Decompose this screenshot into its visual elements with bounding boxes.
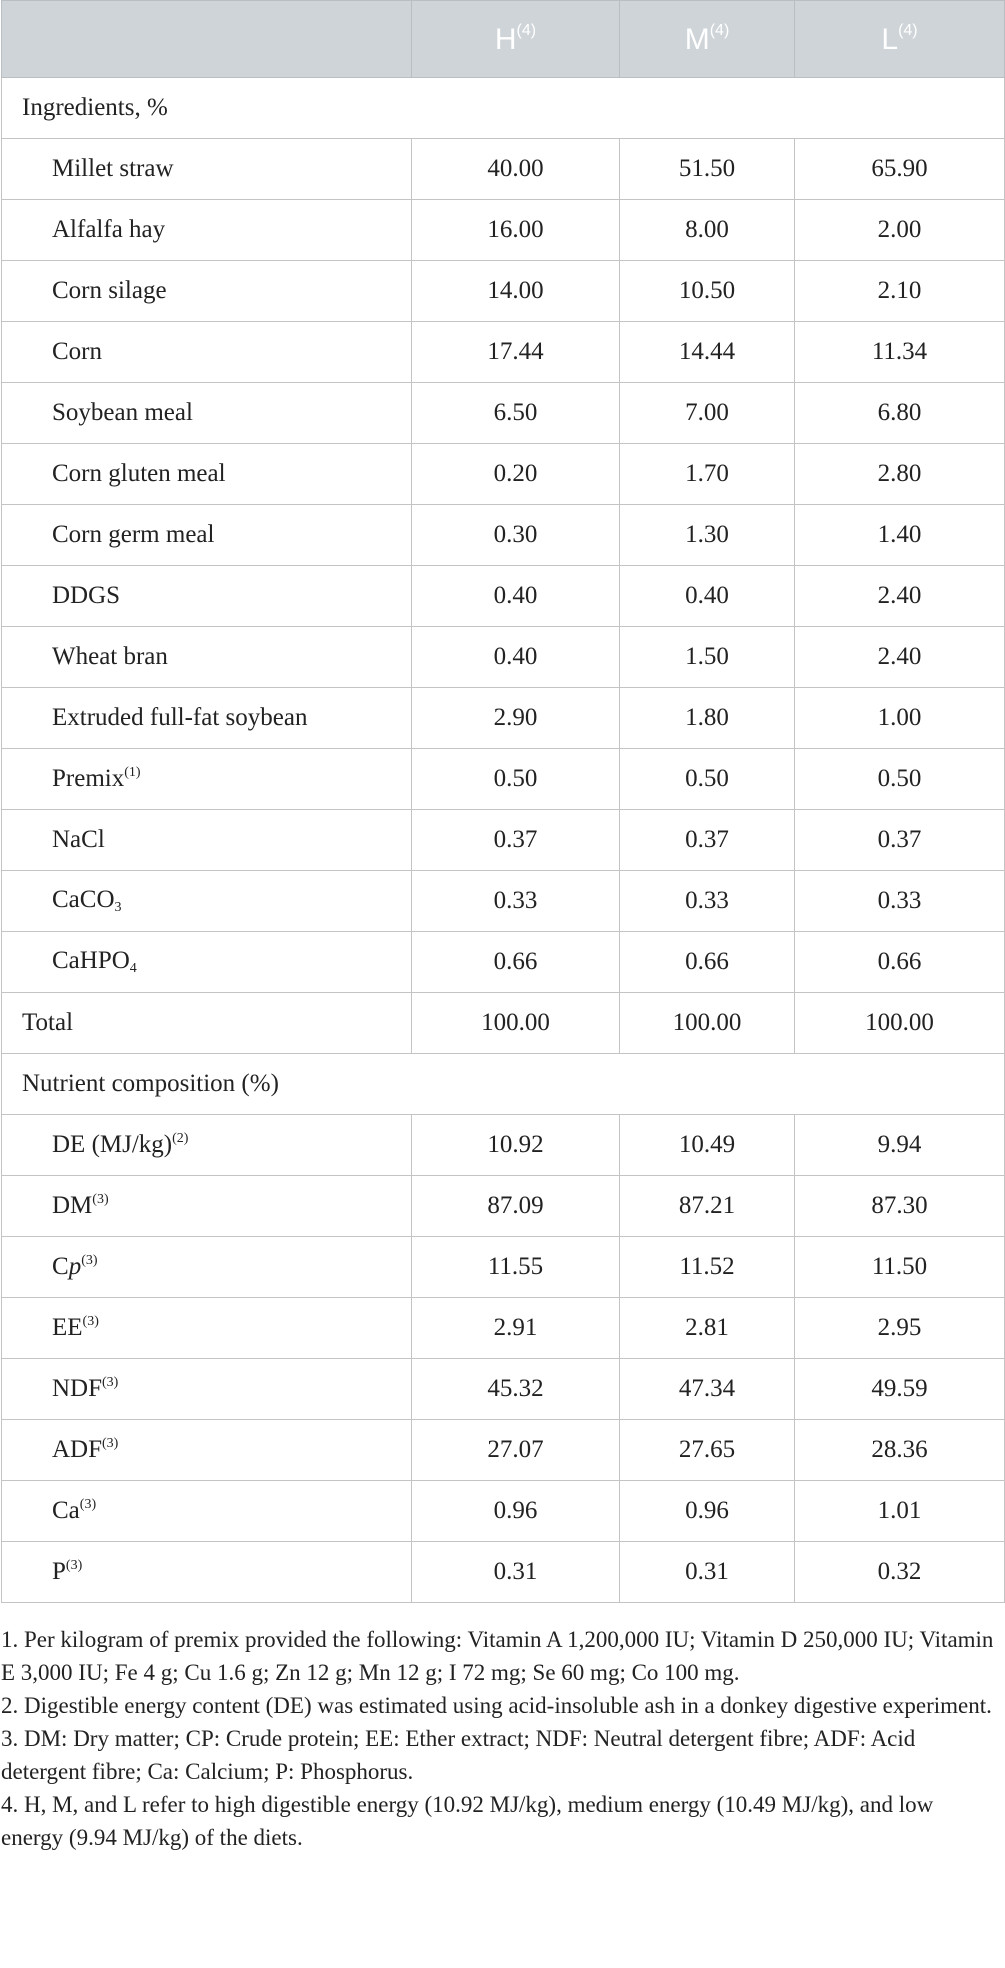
value-cell: 28.36 [795, 1420, 1005, 1481]
row-label [2, 1176, 412, 1237]
value-cell: 0.31 [412, 1542, 620, 1603]
value-cell: 87.21 [620, 1176, 795, 1237]
header-row [2, 1, 1005, 78]
value-cell: 0.33 [620, 871, 795, 932]
row-label [2, 1237, 412, 1298]
row-label [2, 383, 412, 444]
row-label-subscript: 3 [114, 900, 122, 915]
value-cell: 0.66 [620, 932, 795, 993]
value-cell: 0.96 [412, 1481, 620, 1542]
row-label-text: Alfalfa hay [52, 216, 166, 243]
row-label [2, 993, 412, 1054]
table-row [2, 993, 1005, 1054]
value-cell: 0.66 [795, 932, 1005, 993]
value-cell: 0.31 [620, 1542, 795, 1603]
table-row [2, 1237, 1005, 1298]
value-cell: 10.92 [412, 1115, 620, 1176]
ingredients-section-header: Ingredients, % [2, 78, 1005, 139]
value-cell: 0.20 [412, 444, 620, 505]
row-label-footnote-ref: (3) [92, 1192, 109, 1207]
value-cell: 16.00 [412, 200, 620, 261]
column-header-m [620, 1, 795, 78]
table-row [2, 1420, 1005, 1481]
value-cell: 0.40 [620, 566, 795, 627]
value-cell: 11.34 [795, 322, 1005, 383]
value-cell: 40.00 [412, 139, 620, 200]
value-cell: 0.37 [795, 810, 1005, 871]
row-label-text: DE (MJ/kg) [52, 1131, 173, 1158]
row-label [2, 871, 412, 932]
value-cell: 6.50 [412, 383, 620, 444]
table-row [2, 200, 1005, 261]
row-label-text: Premix [52, 765, 125, 792]
table-row [2, 1359, 1005, 1420]
table-row [2, 810, 1005, 871]
column-header-footnote-ref: (4) [516, 21, 537, 39]
column-header-h [412, 1, 620, 78]
nutrients-section-header-row [2, 1054, 1005, 1115]
row-label [2, 1115, 412, 1176]
row-label-text: Corn gluten meal [52, 460, 226, 487]
table-row [2, 1176, 1005, 1237]
row-label-text: Corn [52, 338, 102, 365]
row-label [2, 566, 412, 627]
value-cell: 0.96 [620, 1481, 795, 1542]
value-cell: 14.00 [412, 261, 620, 322]
row-label-text: ADF [52, 1436, 103, 1463]
footnotes [0, 1603, 1001, 1854]
table-row [2, 932, 1005, 993]
value-cell: 0.30 [412, 505, 620, 566]
footnote-1: 1. Per kilogram of premix provided the following: Vitamin A 1,200,000 IU; Vitamin D 250,000 IU; Vitamin E 3,000 IU; Fe 4 g; Cu 1.6 g; Zn 12 g; Mn 12 g; I 72 mg; Se 60 mg; Co 100 mg. [1, 1627, 994, 1685]
value-cell: 2.90 [412, 688, 620, 749]
row-label-text: DDGS [52, 582, 121, 609]
row-label [2, 200, 412, 261]
value-cell: 0.66 [412, 932, 620, 993]
value-cell: 1.50 [620, 627, 795, 688]
row-label-text: CaHPO [52, 947, 130, 974]
row-label [2, 139, 412, 200]
value-cell: 10.49 [620, 1115, 795, 1176]
table-row [2, 1481, 1005, 1542]
value-cell: 1.30 [620, 505, 795, 566]
row-label-text: Wheat bran [52, 643, 168, 670]
row-label-text: Corn germ meal [52, 521, 215, 548]
row-label-text: NDF [52, 1375, 103, 1402]
value-cell: 7.00 [620, 383, 795, 444]
value-cell: 9.94 [795, 1115, 1005, 1176]
row-label-footnote-ref: (3) [65, 1558, 83, 1573]
value-cell: 2.95 [795, 1298, 1005, 1359]
row-label-subscript: 4 [129, 961, 137, 976]
row-label [2, 688, 412, 749]
row-label-footnote-ref: (1) [124, 765, 141, 780]
header-corner [2, 1, 412, 78]
value-cell: 100.00 [412, 993, 620, 1054]
row-label-text: DM [52, 1192, 93, 1219]
row-label [2, 1359, 412, 1420]
row-label-footnote-ref: (3) [81, 1253, 98, 1268]
row-label [2, 261, 412, 322]
column-header-footnote-ref: (4) [898, 21, 918, 39]
value-cell: 17.44 [412, 322, 620, 383]
footnote-2: 2. Digestible energy content (DE) was estimated using acid-insoluble ash in a donkey digestive experiment. [1, 1693, 992, 1718]
value-cell: 87.09 [412, 1176, 620, 1237]
footnote-3: 3. DM: Dry matter; CP: Crude protein; EE: Ether extract; NDF: Neutral detergent fibre; ADF: Acid detergent fibre; Ca: Calcium; P: Phosphorus. [1, 1726, 916, 1784]
row-label-footnote-ref: (3) [102, 1436, 119, 1451]
table-row [2, 688, 1005, 749]
value-cell: 2.40 [795, 627, 1005, 688]
row-label-footnote-ref: (3) [79, 1497, 97, 1512]
row-label [2, 749, 412, 810]
column-header-footnote-ref: (4) [709, 21, 730, 39]
value-cell: 47.34 [620, 1359, 795, 1420]
row-label [2, 444, 412, 505]
row-label-footnote-ref: (3) [102, 1375, 119, 1390]
value-cell: 10.50 [620, 261, 795, 322]
value-cell: 2.10 [795, 261, 1005, 322]
row-label-text: Millet straw [52, 155, 174, 182]
table-row [2, 139, 1005, 200]
table-row [2, 505, 1005, 566]
row-label-text: EE [52, 1314, 83, 1341]
value-cell: 27.07 [412, 1420, 620, 1481]
table-row [2, 261, 1005, 322]
column-header-label: M [684, 22, 710, 56]
row-label-text: P [52, 1558, 66, 1585]
value-cell: 2.00 [795, 200, 1005, 261]
value-cell: 100.00 [795, 993, 1005, 1054]
value-cell: 1.40 [795, 505, 1005, 566]
value-cell: 0.32 [795, 1542, 1005, 1603]
row-label-text: C [52, 1253, 69, 1280]
value-cell: 87.30 [795, 1176, 1005, 1237]
footnote-4: 4. H, M, and L refer to high digestible energy (10.92 MJ/kg), medium energy (10.49 MJ/kg), and low energy (9.94 MJ/kg) of the diets. [1, 1792, 934, 1850]
value-cell: 0.50 [620, 749, 795, 810]
value-cell: 0.37 [412, 810, 620, 871]
value-cell: 49.59 [795, 1359, 1005, 1420]
column-header-label: L [881, 22, 899, 56]
value-cell: 0.33 [412, 871, 620, 932]
row-label-footnote-ref: (2) [172, 1131, 189, 1146]
value-cell: 27.65 [620, 1420, 795, 1481]
row-label [2, 1481, 412, 1542]
table-row [2, 871, 1005, 932]
table-row [2, 1542, 1005, 1603]
row-label-text: Soybean meal [52, 399, 193, 426]
value-cell: 1.01 [795, 1481, 1005, 1542]
ingredients-section-header-row [2, 78, 1005, 139]
value-cell: 11.55 [412, 1237, 620, 1298]
value-cell: 0.40 [412, 566, 620, 627]
value-cell: 2.40 [795, 566, 1005, 627]
diet-composition-table [1, 0, 1005, 1603]
value-cell: 1.00 [795, 688, 1005, 749]
row-label-text: Extruded full-fat soybean [52, 704, 308, 731]
row-label [2, 322, 412, 383]
table-row [2, 444, 1005, 505]
value-cell: 0.40 [412, 627, 620, 688]
column-header-label: H [494, 22, 517, 56]
table-row [2, 383, 1005, 444]
value-cell: 11.50 [795, 1237, 1005, 1298]
value-cell: 0.50 [412, 749, 620, 810]
row-label-text: Corn silage [52, 277, 167, 304]
table-row [2, 1298, 1005, 1359]
value-cell: 45.32 [412, 1359, 620, 1420]
value-cell: 100.00 [620, 993, 795, 1054]
row-label-text: NaCl [52, 826, 105, 853]
value-cell: 1.70 [620, 444, 795, 505]
table-row [2, 566, 1005, 627]
value-cell: 2.80 [795, 444, 1005, 505]
value-cell: 2.81 [620, 1298, 795, 1359]
value-cell: 51.50 [620, 139, 795, 200]
table-row [2, 627, 1005, 688]
value-cell: 8.00 [620, 200, 795, 261]
row-label-text: Ca [52, 1497, 80, 1524]
value-cell: 0.33 [795, 871, 1005, 932]
row-label [2, 1298, 412, 1359]
row-label [2, 505, 412, 566]
value-cell: 14.44 [620, 322, 795, 383]
column-header-l [795, 1, 1005, 78]
value-cell: 0.50 [795, 749, 1005, 810]
row-label [2, 1542, 412, 1603]
row-label-text: Total [22, 1009, 74, 1036]
value-cell: 0.37 [620, 810, 795, 871]
value-cell: 11.52 [620, 1237, 795, 1298]
row-label [2, 932, 412, 993]
table-body [2, 78, 1005, 1603]
table-row [2, 1115, 1005, 1176]
table-row [2, 322, 1005, 383]
value-cell: 2.91 [412, 1298, 620, 1359]
row-label [2, 627, 412, 688]
row-label [2, 810, 412, 871]
row-label-italic: p [68, 1253, 82, 1280]
row-label-footnote-ref: (3) [82, 1314, 99, 1329]
row-label [2, 1420, 412, 1481]
table-row [2, 749, 1005, 810]
value-cell: 65.90 [795, 139, 1005, 200]
value-cell: 1.80 [620, 688, 795, 749]
nutrients-section-header: Nutrient composition (%) [2, 1054, 1005, 1115]
value-cell: 6.80 [795, 383, 1005, 444]
row-label-text: CaCO [52, 886, 115, 913]
